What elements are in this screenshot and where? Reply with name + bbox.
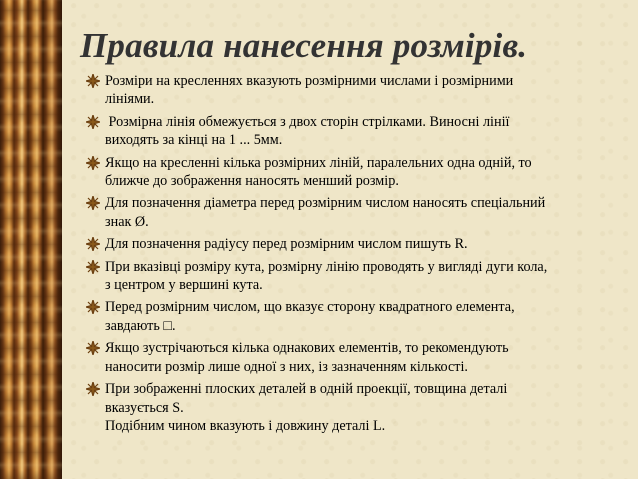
list-item: Розмірна лінія обмежується з двох сторін стрілками. Виносні лінії виходять за кінці на 1 ... 5мм. <box>86 113 621 150</box>
list-item: Для позначення діаметра перед розмірним числом наносять спеціальний знак Ø. <box>86 194 621 231</box>
list-item: При вказівці розміру кута, розмірну лінію проводять у вигляді дуги кола, з центром у вершині кута. <box>86 258 621 295</box>
star-bullet-icon <box>86 74 100 88</box>
list-item: Якщо зустрічаються кілька однакових елементів, то рекомендують наносити розмір лише одної з них, із зазначенням кількості. <box>86 339 621 376</box>
list-item: При зображенні плоских деталей в одній проекції, товщина деталі вказується S. Подібним чином вказують і довжину деталі L. <box>86 380 621 435</box>
list-item: Перед розмірним числом, що вказує сторону квадратного елемента, завдають □. <box>86 298 621 335</box>
star-bullet-icon <box>86 260 100 274</box>
star-bullet-icon <box>86 237 100 251</box>
star-bullet-icon <box>86 115 100 129</box>
star-bullet-icon <box>86 382 100 396</box>
list-item: Для позначення радіусу перед розмірним числом пишуть R. <box>86 235 621 253</box>
star-bullet-icon <box>86 341 100 355</box>
star-bullet-icon <box>86 300 100 314</box>
list-item: Якщо на кресленні кілька розмірних ліній, паралельних одна одній, то ближче до зображення наносять менший розмір. <box>86 154 621 191</box>
star-bullet-icon <box>86 156 100 170</box>
decorative-wood-border <box>0 0 62 479</box>
list-item: Розміри на кресленнях вказують розмірними числами і розмірними лініями. <box>86 72 621 109</box>
rules-list <box>86 72 621 439</box>
star-bullet-icon <box>86 196 100 210</box>
slide-title: Правила нанесення розмірів. <box>80 26 528 65</box>
